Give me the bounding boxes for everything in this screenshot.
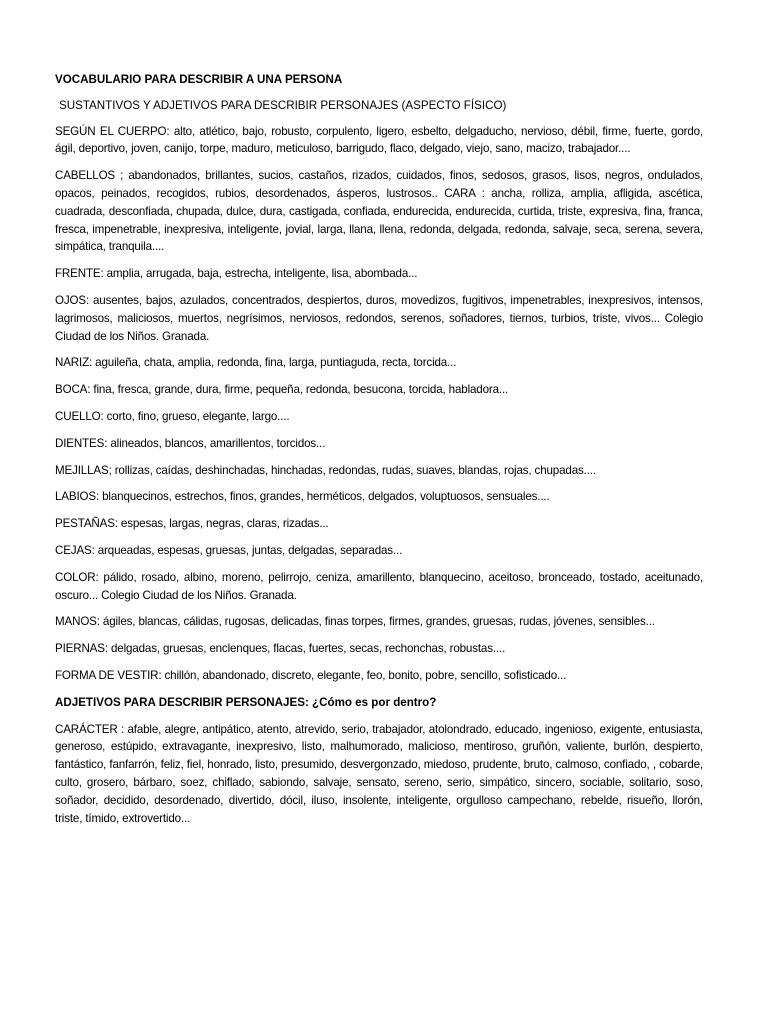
paragraph-caracter: CARÁCTER : afable, alegre, antipático, atento, atrevido, serio, trabajador, atolondrado, educado, ingenioso, exigente, entusiasta, generoso, estúpido, extravagante, inexpresivo, listo, malhumorado, malicioso, mentiroso, gruñón, valiente, burlón, despierto, fantástico, fanfarrón, feliz, fiel, honrado, listo, presumido, desvergonzado, miedoso, prudente, bruto, calmoso, confiado, , cobarde, culto, grosero, bárbaro, soez, chiflado, sabiondo, salvaje, sensato, sereno, serio, simpático, sincero, sociable, solitario, soso, soñador, decidido, desordenado, divertido, dócil, iluso, insolente, inteligente, orgulloso campechano, rebelde, risueño, llorón, triste, tímido, extrovertido...	[55, 722, 703, 825]
paragraph-forma-de-vestir: FORMA DE VESTIR: chillón, abandonado, discreto, elegante, feo, bonito, pobre, sencillo, sofisticado...	[55, 668, 567, 682]
paragraph-cejas: CEJAS: arqueadas, espesas, gruesas, juntas, delgadas, separadas...	[55, 543, 403, 557]
paragraph-color: COLOR: pálido, rosado, albino, moreno, pelirrojo, ceniza, amarillento, blanquecino, aceitoso, bronceado, tostado, aceitunado, oscuro... Colegio Ciudad de los Niños. Granada.	[55, 570, 703, 602]
paragraph-nariz: NARIZ: aguileña, chata, amplia, redonda, fina, larga, puntiaguda, recta, torcida...	[55, 356, 457, 370]
paragraph-boca: BOCA: fina, fresca, grande, dura, firme, pequeña, redonda, besucona, torcida, habladora...	[55, 383, 509, 397]
paragraph-mejillas: MEJILLAS; rollizas, caídas, deshinchadas, hinchadas, redondas, rudas, suaves, blandas, rojas, chupadas....	[55, 463, 596, 477]
paragraph-manos: MANOS: ágiles, blancas, cálidas, rugosas, delicadas, finas torpes, firmes, grandes, gruesas, rudas, jóvenes, sensibles...	[55, 615, 655, 629]
paragraph-frente: FRENTE: amplia, arrugada, baja, estrecha, inteligente, lisa, abombada...	[55, 267, 418, 281]
paragraph-cuerpo: SEGÚN EL CUERPO: alto, atlético, bajo, robusto, corpulento, ligero, esbelto, delgaducho, nervioso, débil, firme, fuerte, gordo, ágil, deportivo, joven, canijo, torpe, maduro, meticuloso, barrigudo, flaco, delgado, viejo, sano, macizo, trabajador....	[55, 124, 703, 156]
paragraph-piernas: PIERNAS: delgadas, gruesas, enclenques, flacas, fuertes, secas, rechonchas, robustas....	[55, 642, 506, 656]
document-page	[55, 71, 703, 836]
section-heading-caracter: ADJETIVOS PARA DESCRIBIR PERSONAJES: ¿Cómo es por dentro?	[55, 695, 437, 709]
paragraph-cabellos-cara: CABELLOS ; abandonados, brillantes, sucios, castaños, rizados, cuidados, finos, sedosos, grasos, lisos, negros, ondulados, opacos, peinados, recogidos, rubios, desordenados, ásperos, lustrosos.. CARA : ancha, rolliza, amplia, afligida, ascética, cuadrada, desconfiada, chupada, dulce, dura, castigada, confiada, endurecida, endurecida, curtida, triste, expresiva, fina, franca, fresca, impenetrable, inexpresiva, inteligente, jovial, larga, llana, llena, redonda, delgada, redonda, salvaje, seca, serena, severa, simpática, tranquila....	[55, 169, 703, 254]
paragraph-dientes: DIENTES: alineados, blancos, amarillentos, torcidos...	[55, 436, 326, 450]
paragraph-ojos: OJOS: ausentes, bajos, azulados, concentrados, despiertos, duros, movedizos, fugitivos, impenetrables, inexpresivos, intensos, lagrimosos, maliciosos, muertos, negrísimos, nerviosos, redondos, serenos, soñadores, tiernos, turbios, triste, vivos... Colegio Ciudad de los Niños. Granada.	[55, 293, 703, 343]
document-title: VOCABULARIO PARA DESCRIBIR A UNA PERSONA	[55, 73, 343, 86]
paragraph-labios: LABIOS: blanquecinos, estrechos, finos, grandes, herméticos, delgados, voluptuosos, sensuales....	[55, 490, 550, 504]
paragraph-pestanas: PESTAÑAS: espesas, largas, negras, claras, rizadas...	[55, 517, 329, 531]
paragraph-cuello: CUELLO: corto, fino, grueso, elegante, largo....	[55, 409, 290, 423]
document-subtitle: SUSTANTIVOS Y ADJETIVOS PARA DESCRIBIR PERSONAJES (ASPECTO FÍSICO)	[59, 98, 507, 112]
